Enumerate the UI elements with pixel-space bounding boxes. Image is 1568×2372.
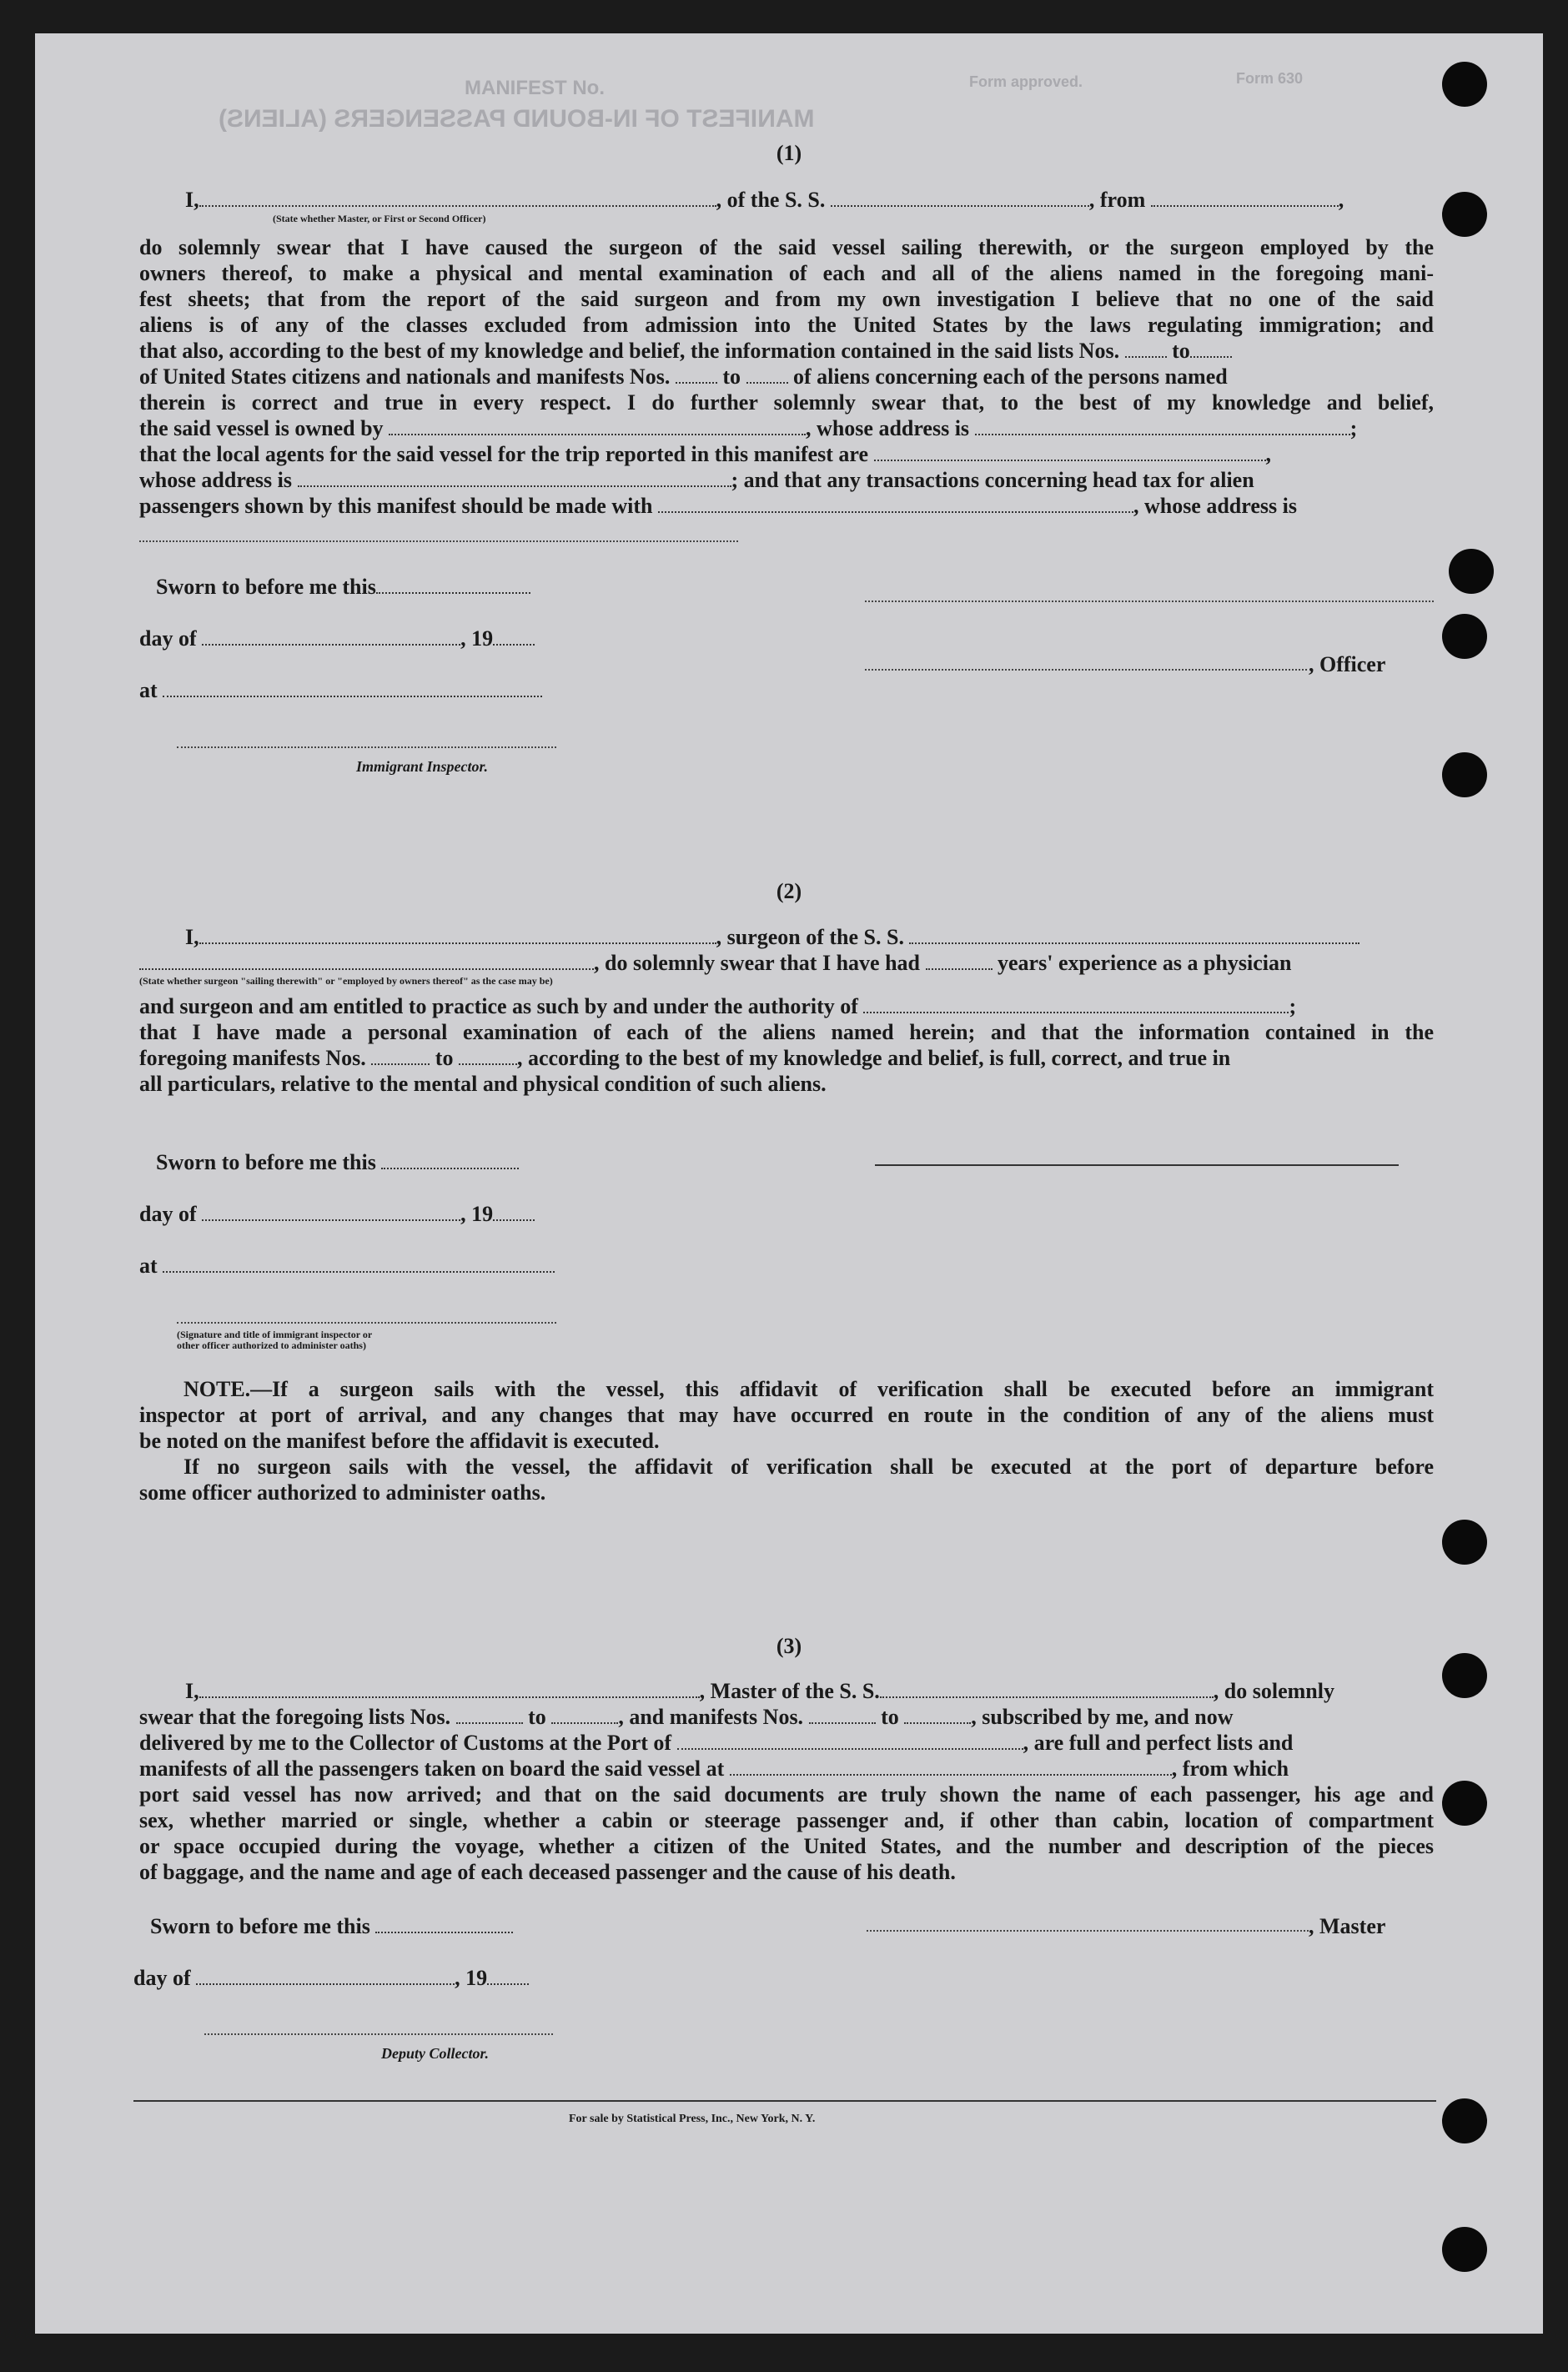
section-1-number: (1) <box>776 141 802 165</box>
punch-hole <box>1442 1520 1487 1565</box>
s1-officer-sig-line-1 <box>865 601 1434 602</box>
s2-dayof: day of , 19 <box>139 1201 535 1227</box>
s2-line-5: foregoing manifests Nos. to , according to the best of my knowledge and belief, is full, correct, and true in <box>139 1046 1231 1070</box>
s2-sig-note-2: other officer authorized to administer oaths) <box>177 1339 366 1351</box>
s1-para-line-7: therein is correct and true in every respect. I do further solemnly swear that, to the best of my knowledge and belief, <box>139 390 1434 415</box>
punch-hole <box>1442 62 1487 107</box>
punch-hole <box>1442 2098 1487 2143</box>
note-line-5: some officer authorized to administer oaths. <box>139 1480 546 1505</box>
s1-note-master: (State whether Master, or First or Second Officer) <box>273 213 486 224</box>
s3-master-sig-line <box>867 1930 1309 1932</box>
s1-sworn: Sworn to before me this <box>156 574 530 600</box>
punch-hole <box>1442 752 1487 797</box>
bleed-header-right: Form 630 <box>1236 70 1304 87</box>
note-line-3: be noted on the manifest before the affidavit is executed. <box>139 1429 660 1453</box>
note-line-1: NOTE.—If a surgeon sails with the vessel, this affidavit of verification shall be executed before an immigrant <box>183 1377 1434 1401</box>
s1-para-line-6: of United States citizens and nationals and manifests Nos. to of aliens concerning each of the persons named <box>139 364 1228 389</box>
s1-officer-label: , Officer <box>1309 652 1386 676</box>
s2-note-surgeon: (State whether surgeon "sailing therewith" or "employed by owners thereof" as the case may be) <box>139 975 553 987</box>
punch-hole <box>1442 1653 1487 1698</box>
s2-line-6: all particulars, relative to the mental and physical condition of such aliens. <box>139 1072 827 1096</box>
s3-line-1: I, , Master of the S. S. , do solemnly <box>185 1679 1334 1703</box>
note-line-4: If no surgeon sails with the vessel, the affidavit of verification shall be executed at the port of departure before <box>183 1455 1434 1479</box>
printer-footer: For sale by Statistical Press, Inc., New York, N. Y. <box>569 2113 816 2125</box>
s1-officer-sig-line-2 <box>865 669 1307 671</box>
s3-line-3: delivered by me to the Collector of Customs at the Port of , are full and perfect lists and <box>139 1731 1294 1755</box>
bleed-header-left: MANIFEST No. <box>465 77 605 99</box>
s1-para-line-10: whose address is ; and that any transactions concerning head tax for alien <box>139 468 1254 492</box>
punch-hole <box>1442 614 1487 659</box>
s1-address-line <box>139 540 738 542</box>
s2-inspector-sig-line <box>177 1322 556 1324</box>
s3-dayof: day of , 19 <box>133 1965 529 1991</box>
bleed-header-mid: Form approved. <box>969 73 1083 90</box>
s1-para-line-3: fest sheets; that from the report of the said surgeon and from my own investigation I believe that no one of the said <box>139 287 1434 311</box>
punch-hole <box>1442 1781 1487 1826</box>
punch-hole <box>1449 549 1494 594</box>
punch-hole <box>1442 2227 1487 2272</box>
footer-rule <box>133 2100 1436 2102</box>
s3-line-4: manifests of all the passengers taken on board the said vessel at , from which <box>139 1756 1289 1781</box>
s3-deputy-label: Deputy Collector. <box>381 2045 489 2062</box>
punch-hole <box>1442 192 1487 237</box>
s2-line-4: that I have made a personal examination of each of the aliens named herein; and that the information contained in the <box>139 1020 1434 1044</box>
s3-line-2: swear that the foregoing lists Nos. to , and manifests Nos. to , subscribed by me, and now <box>139 1705 1234 1729</box>
s1-inspector-label: Immigrant Inspector. <box>356 758 489 775</box>
s3-line-5: port said vessel has now arrived; and that on the said documents are truly shown the name of each passenger, his age and <box>139 1782 1434 1807</box>
s2-surgeon-sig-line <box>875 1164 1399 1166</box>
s1-para-line-5: that also, according to the best of my knowledge and belief, the information contained in the said lists Nos. to <box>139 338 1232 364</box>
s1-para-line-8: the said vessel is owned by , whose address is ; <box>139 416 1358 440</box>
s1-dayof: day of , 19 <box>139 626 535 651</box>
s3-line-8: of baggage, and the name and age of each deceased passenger and the cause of his death. <box>139 1860 956 1884</box>
section-3-number: (3) <box>776 1634 802 1658</box>
bleed-header-title: MANIFEST OF IN-BOUND PASSENGERS (ALIENS) <box>219 105 815 133</box>
s1-line-1: I, , of the S. S. , from , <box>185 188 1344 212</box>
s1-at: at <box>139 677 542 703</box>
s3-line-6: sex, whether married or single, whether a cabin or steerage passenger and, if other than cabin, location of compartment <box>139 1808 1434 1832</box>
document-page <box>35 33 1543 2334</box>
s1-para-line-9: that the local agents for the said vessel for the trip reported in this manifest are , <box>139 442 1272 466</box>
s2-sig-note-1: (Signature and title of immigrant inspector or <box>177 1329 373 1340</box>
s1-para-line-11: passengers shown by this manifest should be made with , whose address is <box>139 494 1297 518</box>
s1-para-line-1: do solemnly swear that I have caused the surgeon of the said vessel sailing therewith, or the surgeon employed by the <box>139 235 1434 259</box>
s2-sworn: Sworn to before me this <box>156 1149 519 1175</box>
s3-line-7: or space occupied during the voyage, whether a citizen of the United States, and the number and description of the pieces <box>139 1834 1434 1858</box>
s3-deputy-sig-line <box>204 2033 553 2035</box>
s2-at: at <box>139 1253 555 1279</box>
section-2-number: (2) <box>776 879 802 903</box>
s3-master-label: , Master <box>1309 1914 1386 1938</box>
note-line-2: inspector at port of arrival, and any changes that may have occurred en route in the condition of any of the aliens must <box>139 1403 1434 1427</box>
s2-line-1: I, , surgeon of the S. S. <box>185 924 1359 950</box>
s2-line-2: , do solemnly swear that I have had years' experience as a physician <box>139 950 1291 976</box>
s1-inspector-sig-line <box>177 746 556 748</box>
s3-sworn: Sworn to before me this <box>150 1913 513 1939</box>
s1-para-line-4: aliens is of any of the classes excluded from admission into the United States by the laws regulating immigration; and <box>139 313 1434 337</box>
s1-para-line-2: owners thereof, to make a physical and mental examination of each and all of the aliens named in the foregoing mani- <box>139 261 1434 285</box>
s2-line-3: and surgeon and am entitled to practice as such by and under the authority of ; <box>139 994 1297 1018</box>
